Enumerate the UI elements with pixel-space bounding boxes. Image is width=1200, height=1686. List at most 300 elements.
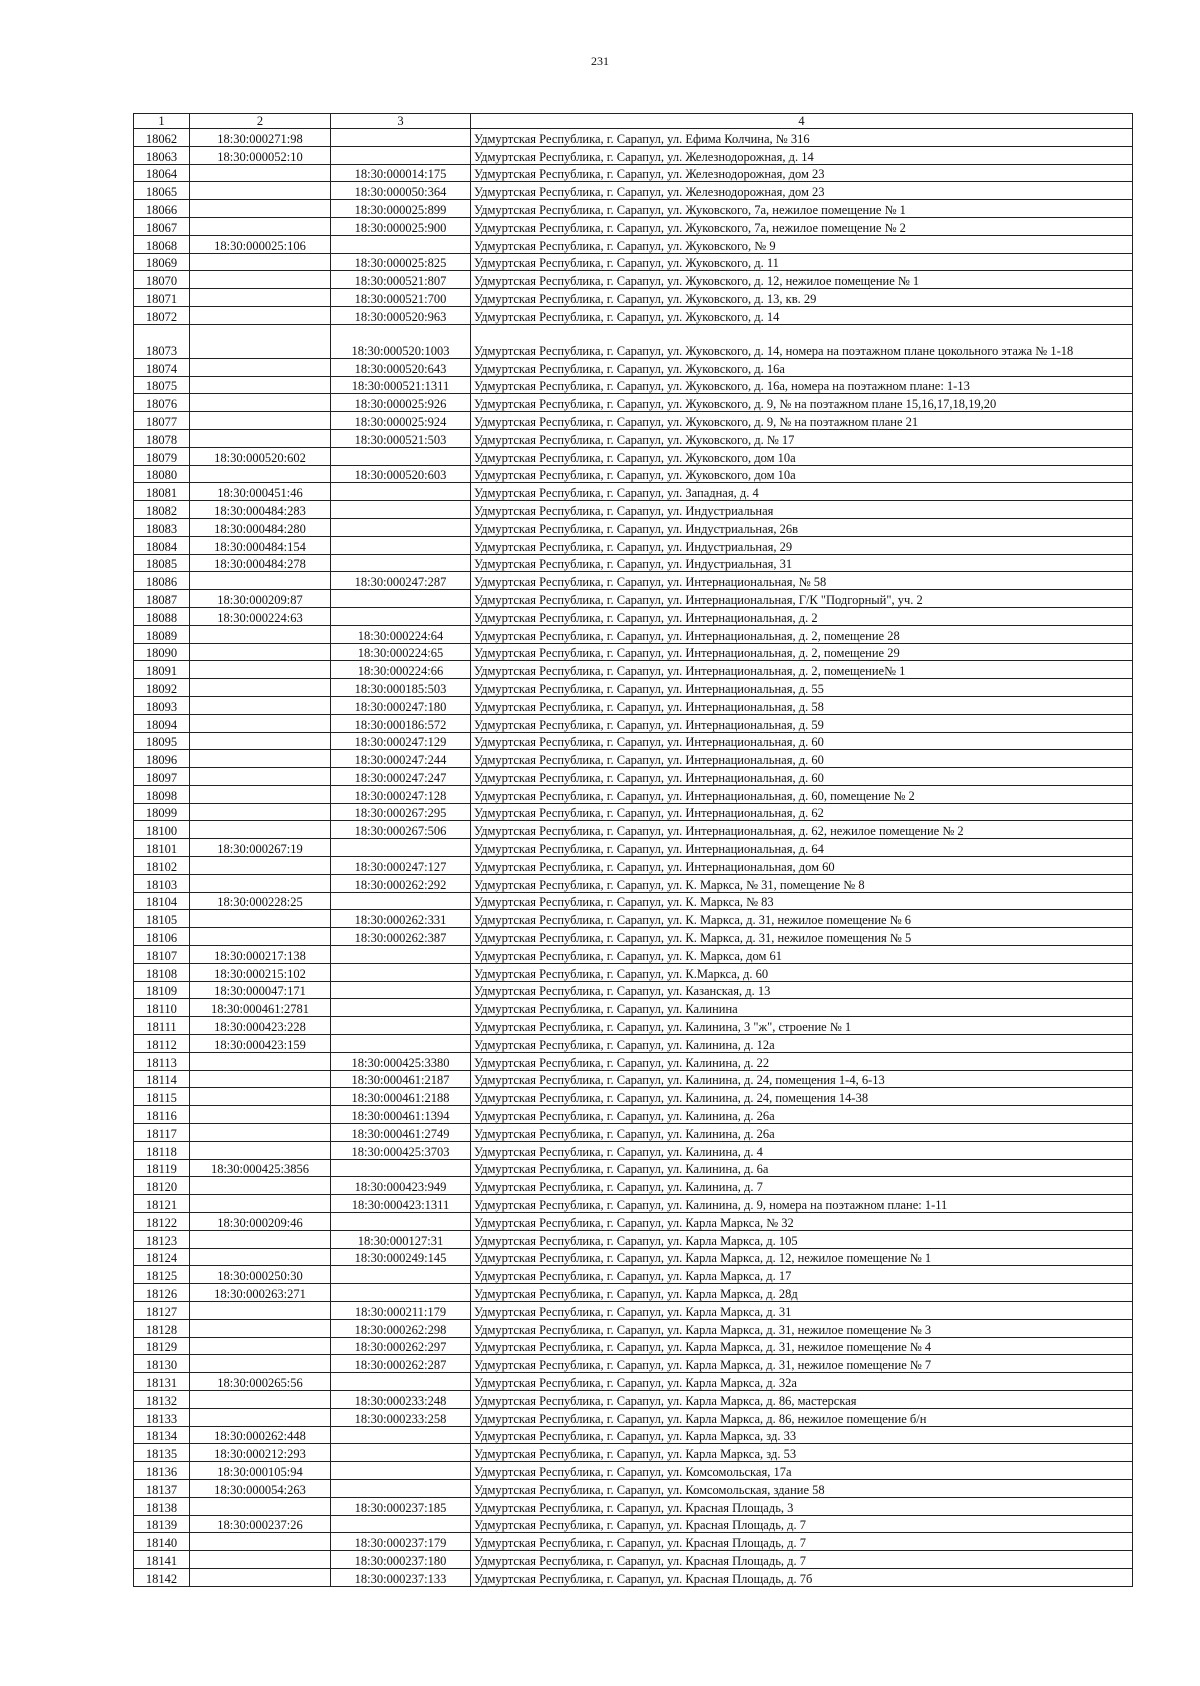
table-row — [134, 1533, 1133, 1551]
cadastral-number-building-cell: 18:30:000247:247 — [331, 768, 471, 786]
cadastral-number-land-cell: 18:30:000484:283 — [190, 501, 331, 519]
cadastral-number-building-cell: 18:30:000461:2749 — [331, 1124, 471, 1142]
cadastral-number-building-cell: 18:30:000521:700 — [331, 289, 471, 307]
cadastral-number-building-cell: 18:30:000262:297 — [331, 1337, 471, 1355]
table-row — [134, 1319, 1133, 1337]
cadastral-number-land-cell: 18:30:000423:228 — [190, 1017, 331, 1035]
row-number-cell: 18084 — [134, 536, 190, 554]
table-row — [134, 1017, 1133, 1035]
address-cell: Удмуртская Республика, г. Сарапул, ул. Интернациональная, д. 60 — [471, 750, 1133, 768]
row-number-cell: 18094 — [134, 714, 190, 732]
table-row — [134, 447, 1133, 465]
column-header-3: 3 — [331, 114, 471, 129]
cadastral-number-land-cell: 18:30:000025:106 — [190, 235, 331, 253]
cadastral-number-land-cell — [190, 1177, 331, 1195]
table-row — [134, 429, 1133, 447]
table-row — [134, 1515, 1133, 1533]
cadastral-number-land-cell: 18:30:000228:25 — [190, 892, 331, 910]
cadastral-number-land-cell — [190, 289, 331, 307]
table-row — [134, 892, 1133, 910]
table-row — [134, 1248, 1133, 1266]
table-row — [134, 358, 1133, 376]
address-cell: Удмуртская Республика, г. Сарапул, ул. К. Маркса, д. 31, нежилое помещение № 6 — [471, 910, 1133, 928]
row-number-cell: 18136 — [134, 1462, 190, 1480]
table-row — [134, 1141, 1133, 1159]
cadastral-number-building-cell: 18:30:000461:2188 — [331, 1088, 471, 1106]
row-number-cell: 18130 — [134, 1355, 190, 1373]
cadastral-number-land-cell — [190, 394, 331, 412]
cadastral-number-building-cell — [331, 946, 471, 964]
address-cell: Удмуртская Республика, г. Сарапул, ул. Карла Маркса, д. 32а — [471, 1373, 1133, 1391]
cadastral-number-land-cell: 18:30:000520:602 — [190, 447, 331, 465]
table-row — [134, 1337, 1133, 1355]
table-row — [134, 1373, 1133, 1391]
table-row — [134, 1444, 1133, 1462]
table-row — [134, 412, 1133, 430]
row-number-cell: 18082 — [134, 501, 190, 519]
cadastral-number-land-cell — [190, 1302, 331, 1320]
row-number-cell: 18135 — [134, 1444, 190, 1462]
cadastral-number-land-cell — [190, 643, 331, 661]
row-number-cell: 18091 — [134, 661, 190, 679]
property-table — [133, 113, 1133, 1587]
cadastral-number-land-cell — [190, 1230, 331, 1248]
cadastral-number-building-cell: 18:30:000262:331 — [331, 910, 471, 928]
page-number: 231 — [591, 54, 609, 68]
cadastral-number-land-cell — [190, 253, 331, 271]
table-row — [134, 768, 1133, 786]
cadastral-number-land-cell — [190, 1319, 331, 1337]
cadastral-number-land-cell: 18:30:000451:46 — [190, 483, 331, 501]
table-row — [134, 1479, 1133, 1497]
cadastral-number-building-cell: 18:30:000025:900 — [331, 217, 471, 235]
cadastral-number-building-cell: 18:30:000025:924 — [331, 412, 471, 430]
table-row — [134, 1497, 1133, 1515]
row-number-cell: 18103 — [134, 874, 190, 892]
cadastral-number-building-cell: 18:30:000127:31 — [331, 1230, 471, 1248]
table-row — [134, 732, 1133, 750]
table-row — [134, 1052, 1133, 1070]
table-row — [134, 1035, 1133, 1053]
address-cell: Удмуртская Республика, г. Сарапул, ул. Интернациональная, д. 62, нежилое помещение № 2 — [471, 821, 1133, 839]
column-header-1: 1 — [134, 114, 190, 129]
cadastral-number-land-cell: 18:30:000425:3856 — [190, 1159, 331, 1177]
cadastral-number-building-cell: 18:30:000425:3380 — [331, 1052, 471, 1070]
address-cell: Удмуртская Республика, г. Сарапул, ул. Ефима Колчина, № 316 — [471, 129, 1133, 147]
address-cell: Удмуртская Республика, г. Сарапул, ул. Жуковского, д. 16а — [471, 358, 1133, 376]
cadastral-number-land-cell — [190, 1408, 331, 1426]
table-row — [134, 1426, 1133, 1444]
cadastral-number-building-cell — [331, 999, 471, 1017]
address-cell: Удмуртская Республика, г. Сарапул, ул. Карла Маркса, д. 31, нежилое помещение № 4 — [471, 1337, 1133, 1355]
table-row — [134, 1408, 1133, 1426]
cadastral-number-building-cell: 18:30:000425:3703 — [331, 1141, 471, 1159]
table-row — [134, 857, 1133, 875]
cadastral-number-building-cell — [331, 129, 471, 147]
cadastral-number-building-cell — [331, 963, 471, 981]
row-number-cell: 18076 — [134, 394, 190, 412]
table-row — [134, 289, 1133, 307]
cadastral-number-building-cell: 18:30:000224:66 — [331, 661, 471, 679]
row-number-cell: 18070 — [134, 271, 190, 289]
cadastral-number-land-cell: 18:30:000212:293 — [190, 1444, 331, 1462]
cadastral-number-building-cell — [331, 501, 471, 519]
cadastral-number-land-cell: 18:30:000484:154 — [190, 536, 331, 554]
table-row — [134, 501, 1133, 519]
row-number-cell: 18079 — [134, 447, 190, 465]
table-row — [134, 1195, 1133, 1213]
table-row — [134, 607, 1133, 625]
row-number-cell: 18068 — [134, 235, 190, 253]
cadastral-number-building-cell: 18:30:000262:292 — [331, 874, 471, 892]
address-cell: Удмуртская Республика, г. Сарапул, ул. К. Маркса, № 31, помещение № 8 — [471, 874, 1133, 892]
row-number-cell: 18063 — [134, 146, 190, 164]
cadastral-number-building-cell: 18:30:000521:1311 — [331, 376, 471, 394]
table-row — [134, 696, 1133, 714]
cadastral-number-land-cell: 18:30:000217:138 — [190, 946, 331, 964]
table-row — [134, 661, 1133, 679]
address-cell: Удмуртская Республика, г. Сарапул, ул. Карла Маркса, д. 31, нежилое помещение № 3 — [471, 1319, 1133, 1337]
row-number-cell: 18086 — [134, 572, 190, 590]
cadastral-number-building-cell: 18:30:000025:899 — [331, 200, 471, 218]
cadastral-number-building-cell: 18:30:000014:175 — [331, 164, 471, 182]
row-number-cell: 18125 — [134, 1266, 190, 1284]
table-row — [134, 376, 1133, 394]
cadastral-number-land-cell — [190, 1088, 331, 1106]
address-cell: Удмуртская Республика, г. Сарапул, ул. Комсомольская, 17а — [471, 1462, 1133, 1480]
address-cell: Удмуртская Республика, г. Сарапул, ул. Калинина, д. 26а — [471, 1124, 1133, 1142]
cadastral-number-building-cell: 18:30:000224:65 — [331, 643, 471, 661]
row-number-cell: 18109 — [134, 981, 190, 999]
table-row — [134, 1159, 1133, 1177]
cadastral-number-land-cell: 18:30:000054:263 — [190, 1479, 331, 1497]
cadastral-number-land-cell — [190, 1390, 331, 1408]
cadastral-number-building-cell: 18:30:000461:2187 — [331, 1070, 471, 1088]
table-row — [134, 1390, 1133, 1408]
address-cell: Удмуртская Республика, г. Сарапул, ул. Интернациональная, д. 2, помещение 29 — [471, 643, 1133, 661]
address-cell: Удмуртская Республика, г. Сарапул, ул. Жуковского, д. № 17 — [471, 429, 1133, 447]
cadastral-number-building-cell — [331, 1515, 471, 1533]
row-number-cell: 18117 — [134, 1124, 190, 1142]
cadastral-number-building-cell: 18:30:000247:129 — [331, 732, 471, 750]
row-number-cell: 18089 — [134, 625, 190, 643]
cadastral-number-land-cell — [190, 429, 331, 447]
row-number-cell: 18088 — [134, 607, 190, 625]
cadastral-number-building-cell — [331, 1213, 471, 1231]
address-cell: Удмуртская Республика, г. Сарапул, ул. Калинина, д. 9, номера на поэтажном плане: 1-11 — [471, 1195, 1133, 1213]
row-number-cell: 18142 — [134, 1568, 190, 1586]
row-number-cell: 18067 — [134, 217, 190, 235]
cadastral-number-building-cell: 18:30:000025:825 — [331, 253, 471, 271]
row-number-cell: 18099 — [134, 803, 190, 821]
cadastral-number-land-cell — [190, 732, 331, 750]
cadastral-number-land-cell: 18:30:000484:278 — [190, 554, 331, 572]
table-row — [134, 1284, 1133, 1302]
cadastral-number-building-cell: 18:30:000520:603 — [331, 465, 471, 483]
cadastral-number-building-cell — [331, 1462, 471, 1480]
cadastral-number-land-cell: 18:30:000265:56 — [190, 1373, 331, 1391]
cadastral-number-building-cell — [331, 607, 471, 625]
table-row — [134, 963, 1133, 981]
cadastral-number-building-cell — [331, 981, 471, 999]
column-header-2: 2 — [190, 114, 331, 129]
cadastral-number-land-cell — [190, 1106, 331, 1124]
row-number-cell: 18114 — [134, 1070, 190, 1088]
row-number-cell: 18065 — [134, 182, 190, 200]
table-row — [134, 182, 1133, 200]
cadastral-number-building-cell — [331, 1035, 471, 1053]
address-cell: Удмуртская Республика, г. Сарапул, ул. Интернациональная, дом 60 — [471, 857, 1133, 875]
cadastral-number-land-cell — [190, 750, 331, 768]
row-number-cell: 18115 — [134, 1088, 190, 1106]
cadastral-number-building-cell — [331, 1426, 471, 1444]
cadastral-number-building-cell: 18:30:000461:1394 — [331, 1106, 471, 1124]
address-cell: Удмуртская Республика, г. Сарапул, ул. Карла Маркса, д. 105 — [471, 1230, 1133, 1248]
address-cell: Удмуртская Республика, г. Сарапул, ул. Карла Маркса, д. 12, нежилое помещение № 1 — [471, 1248, 1133, 1266]
cadastral-number-land-cell: 18:30:000052:10 — [190, 146, 331, 164]
table-row — [134, 235, 1133, 253]
cadastral-number-land-cell — [190, 1248, 331, 1266]
cadastral-number-building-cell: 18:30:000247:244 — [331, 750, 471, 768]
cadastral-number-land-cell: 18:30:000262:448 — [190, 1426, 331, 1444]
table-row — [134, 1462, 1133, 1480]
cadastral-number-building-cell — [331, 1266, 471, 1284]
row-number-cell: 18140 — [134, 1533, 190, 1551]
row-number-cell: 18092 — [134, 679, 190, 697]
row-number-cell: 18097 — [134, 768, 190, 786]
cadastral-number-land-cell: 18:30:000047:171 — [190, 981, 331, 999]
row-number-cell: 18072 — [134, 306, 190, 324]
address-cell: Удмуртская Республика, г. Сарапул, ул. Жуковского, дом 10а — [471, 465, 1133, 483]
table-row — [134, 271, 1133, 289]
cadastral-number-land-cell — [190, 1551, 331, 1569]
address-cell: Удмуртская Республика, г. Сарапул, ул. Интернациональная, д. 58 — [471, 696, 1133, 714]
address-cell: Удмуртская Республика, г. Сарапул, ул. Интернациональная, д. 62 — [471, 803, 1133, 821]
row-number-cell: 18120 — [134, 1177, 190, 1195]
address-cell: Удмуртская Республика, г. Сарапул, ул. Интернациональная, д. 60 — [471, 768, 1133, 786]
row-number-cell: 18069 — [134, 253, 190, 271]
address-cell: Удмуртская Республика, г. Сарапул, ул. Интернациональная, д. 64 — [471, 839, 1133, 857]
address-cell: Удмуртская Республика, г. Сарапул, ул. К. Маркса, д. 31, нежилое помещения № 5 — [471, 928, 1133, 946]
address-cell: Удмуртская Республика, г. Сарапул, ул. Карла Маркса, зд. 33 — [471, 1426, 1133, 1444]
address-cell: Удмуртская Республика, г. Сарапул, ул. Жуковского, д. 13, кв. 29 — [471, 289, 1133, 307]
cadastral-number-land-cell: 18:30:000461:2781 — [190, 999, 331, 1017]
table-row — [134, 572, 1133, 590]
row-number-cell: 18138 — [134, 1497, 190, 1515]
row-number-cell: 18090 — [134, 643, 190, 661]
cadastral-number-land-cell — [190, 572, 331, 590]
cadastral-number-land-cell — [190, 465, 331, 483]
row-number-cell: 18139 — [134, 1515, 190, 1533]
row-number-cell: 18111 — [134, 1017, 190, 1035]
cadastral-number-building-cell: 18:30:000247:127 — [331, 857, 471, 875]
cadastral-number-land-cell — [190, 857, 331, 875]
address-cell: Удмуртская Республика, г. Сарапул, ул. Красная Площадь, д. 7 — [471, 1515, 1133, 1533]
cadastral-number-land-cell — [190, 1124, 331, 1142]
cadastral-number-land-cell — [190, 1195, 331, 1213]
row-number-cell: 18083 — [134, 518, 190, 536]
cadastral-number-building-cell: 18:30:000237:133 — [331, 1568, 471, 1586]
table-row — [134, 164, 1133, 182]
table-row — [134, 1213, 1133, 1231]
table-row — [134, 324, 1133, 358]
cadastral-number-land-cell — [190, 874, 331, 892]
cadastral-number-building-cell — [331, 483, 471, 501]
address-cell: Удмуртская Республика, г. Сарапул, ул. Красная Площадь, д. 7б — [471, 1568, 1133, 1586]
table-row — [134, 946, 1133, 964]
address-cell: Удмуртская Республика, г. Сарапул, ул. Жуковского, 7а, нежилое помещение № 1 — [471, 200, 1133, 218]
cadastral-number-land-cell — [190, 661, 331, 679]
cadastral-number-land-cell — [190, 679, 331, 697]
table-row — [134, 554, 1133, 572]
address-cell: Удмуртская Республика, г. Сарапул, ул. Жуковского, д. 9, № на поэтажном плане 21 — [471, 412, 1133, 430]
row-number-cell: 18104 — [134, 892, 190, 910]
cadastral-number-building-cell: 18:30:000233:248 — [331, 1390, 471, 1408]
table-row — [134, 1070, 1133, 1088]
row-number-cell: 18077 — [134, 412, 190, 430]
address-cell: Удмуртская Республика, г. Сарапул, ул. Интернациональная, д. 2, помещение 28 — [471, 625, 1133, 643]
cadastral-number-land-cell: 18:30:000271:98 — [190, 129, 331, 147]
row-number-cell: 18123 — [134, 1230, 190, 1248]
address-cell: Удмуртская Республика, г. Сарапул, ул. Калинина, д. 24, помещения 1-4, 6-13 — [471, 1070, 1133, 1088]
table-row — [134, 536, 1133, 554]
cadastral-number-land-cell: 18:30:000250:30 — [190, 1266, 331, 1284]
table-row — [134, 679, 1133, 697]
cadastral-number-land-cell — [190, 1337, 331, 1355]
row-number-cell: 18118 — [134, 1141, 190, 1159]
cadastral-number-land-cell: 18:30:000263:271 — [190, 1284, 331, 1302]
row-number-cell: 18131 — [134, 1373, 190, 1391]
cadastral-number-building-cell: 18:30:000185:503 — [331, 679, 471, 697]
row-number-cell: 18112 — [134, 1035, 190, 1053]
cadastral-number-building-cell — [331, 1159, 471, 1177]
cadastral-number-building-cell: 18:30:000262:287 — [331, 1355, 471, 1373]
address-cell: Удмуртская Республика, г. Сарапул, ул. Интернациональная, д. 60 — [471, 732, 1133, 750]
cadastral-number-land-cell: 18:30:000209:87 — [190, 590, 331, 608]
address-cell: Удмуртская Республика, г. Сарапул, ул. Карла Маркса, № 32 — [471, 1213, 1133, 1231]
address-cell: Удмуртская Республика, г. Сарапул, ул. Калинина, д. 12а — [471, 1035, 1133, 1053]
address-cell: Удмуртская Республика, г. Сарапул, ул. Западная, д. 4 — [471, 483, 1133, 501]
cadastral-number-land-cell — [190, 821, 331, 839]
row-number-cell: 18134 — [134, 1426, 190, 1444]
row-number-cell: 18128 — [134, 1319, 190, 1337]
row-number-cell: 18101 — [134, 839, 190, 857]
address-cell: Удмуртская Республика, г. Сарапул, ул. К. Маркса, дом 61 — [471, 946, 1133, 964]
cadastral-number-building-cell: 18:30:000262:298 — [331, 1319, 471, 1337]
row-number-cell: 18098 — [134, 785, 190, 803]
cadastral-number-building-cell — [331, 1444, 471, 1462]
address-cell: Удмуртская Республика, г. Сарапул, ул. Жуковского, д. 14, номера на поэтажном плане цокольного этажа № 1-18 — [471, 324, 1133, 358]
address-cell: Удмуртская Республика, г. Сарапул, ул. Интернациональная, д. 2 — [471, 607, 1133, 625]
cadastral-number-land-cell — [190, 625, 331, 643]
table-row — [134, 146, 1133, 164]
row-number-cell: 18127 — [134, 1302, 190, 1320]
table-row — [134, 253, 1133, 271]
cadastral-number-land-cell — [190, 1568, 331, 1586]
table-row — [134, 750, 1133, 768]
cadastral-number-building-cell — [331, 1373, 471, 1391]
cadastral-number-building-cell: 18:30:000423:1311 — [331, 1195, 471, 1213]
cadastral-number-land-cell — [190, 1070, 331, 1088]
row-number-cell: 18129 — [134, 1337, 190, 1355]
column-header-4: 4 — [471, 114, 1133, 129]
row-number-cell: 18105 — [134, 910, 190, 928]
address-cell: Удмуртская Республика, г. Сарапул, ул. Индустриальная, 31 — [471, 554, 1133, 572]
cadastral-number-land-cell: 18:30:000105:94 — [190, 1462, 331, 1480]
row-number-cell: 18078 — [134, 429, 190, 447]
row-number-cell: 18074 — [134, 358, 190, 376]
row-number-cell: 18064 — [134, 164, 190, 182]
cadastral-number-land-cell — [190, 768, 331, 786]
row-number-cell: 18141 — [134, 1551, 190, 1569]
row-number-cell: 18110 — [134, 999, 190, 1017]
cadastral-number-building-cell: 18:30:000267:506 — [331, 821, 471, 839]
address-cell: Удмуртская Республика, г. Сарапул, ул. Интернациональная, № 58 — [471, 572, 1133, 590]
address-cell: Удмуртская Республика, г. Сарапул, ул. Жуковского, № 9 — [471, 235, 1133, 253]
row-number-cell: 18081 — [134, 483, 190, 501]
cadastral-number-building-cell: 18:30:000423:949 — [331, 1177, 471, 1195]
address-cell: Удмуртская Республика, г. Сарапул, ул. Индустриальная, 26в — [471, 518, 1133, 536]
address-cell: Удмуртская Республика, г. Сарапул, ул. Индустриальная, 29 — [471, 536, 1133, 554]
table-header — [134, 114, 1133, 129]
row-number-cell: 18080 — [134, 465, 190, 483]
address-cell: Удмуртская Республика, г. Сарапул, ул. Жуковского, д. 9, № на поэтажном плане 15,16,17,18,19,20 — [471, 394, 1133, 412]
cadastral-number-land-cell — [190, 803, 331, 821]
address-cell: Удмуртская Республика, г. Сарапул, ул. К. Маркса, № 83 — [471, 892, 1133, 910]
table-row — [134, 999, 1133, 1017]
table-row — [134, 129, 1133, 147]
address-cell: Удмуртская Республика, г. Сарапул, ул. Калинина, д. 6а — [471, 1159, 1133, 1177]
address-cell: Удмуртская Республика, г. Сарапул, ул. Жуковского, д. 16а, номера на поэтажном плане: 1-13 — [471, 376, 1133, 394]
cadastral-number-land-cell — [190, 785, 331, 803]
row-number-cell: 18062 — [134, 129, 190, 147]
address-cell: Удмуртская Республика, г. Сарапул, ул. Индустриальная — [471, 501, 1133, 519]
table-row — [134, 200, 1133, 218]
cadastral-number-building-cell: 18:30:000233:258 — [331, 1408, 471, 1426]
table-row — [134, 981, 1133, 999]
cadastral-number-land-cell: 18:30:000215:102 — [190, 963, 331, 981]
cadastral-number-land-cell — [190, 696, 331, 714]
cadastral-number-building-cell: 18:30:000025:926 — [331, 394, 471, 412]
row-number-cell: 18102 — [134, 857, 190, 875]
row-number-cell: 18095 — [134, 732, 190, 750]
address-cell: Удмуртская Республика, г. Сарапул, ул. Интернациональная, Г/К "Подгорный", уч. 2 — [471, 590, 1133, 608]
table-row — [134, 803, 1133, 821]
row-number-cell: 18085 — [134, 554, 190, 572]
table-row — [134, 874, 1133, 892]
address-cell: Удмуртская Республика, г. Сарапул, ул. Жуковского, д. 12, нежилое помещение № 1 — [471, 271, 1133, 289]
row-number-cell: 18124 — [134, 1248, 190, 1266]
address-cell: Удмуртская Республика, г. Сарапул, ул. Железнодорожная, дом 23 — [471, 182, 1133, 200]
cadastral-number-land-cell — [190, 324, 331, 358]
cadastral-number-land-cell: 18:30:000237:26 — [190, 1515, 331, 1533]
address-cell: Удмуртская Республика, г. Сарапул, ул. Калинина, д. 22 — [471, 1052, 1133, 1070]
address-cell: Удмуртская Республика, г. Сарапул, ул. Карла Маркса, д. 17 — [471, 1266, 1133, 1284]
cadastral-number-building-cell — [331, 447, 471, 465]
address-cell: Удмуртская Республика, г. Сарапул, ул. Интернациональная, д. 55 — [471, 679, 1133, 697]
cadastral-number-building-cell: 18:30:000521:503 — [331, 429, 471, 447]
table-body — [134, 129, 1133, 1587]
address-cell: Удмуртская Республика, г. Сарапул, ул. Карла Маркса, д. 31 — [471, 1302, 1133, 1320]
address-cell: Удмуртская Республика, г. Сарапул, ул. Красная Площадь, д. 7 — [471, 1551, 1133, 1569]
address-cell: Удмуртская Республика, г. Сарапул, ул. Калинина, 3 "ж", строение № 1 — [471, 1017, 1133, 1035]
cadastral-number-building-cell — [331, 518, 471, 536]
table-row — [134, 217, 1133, 235]
row-number-cell: 18137 — [134, 1479, 190, 1497]
table-row — [134, 1106, 1133, 1124]
cadastral-number-building-cell: 18:30:000521:807 — [331, 271, 471, 289]
cadastral-number-land-cell — [190, 1141, 331, 1159]
